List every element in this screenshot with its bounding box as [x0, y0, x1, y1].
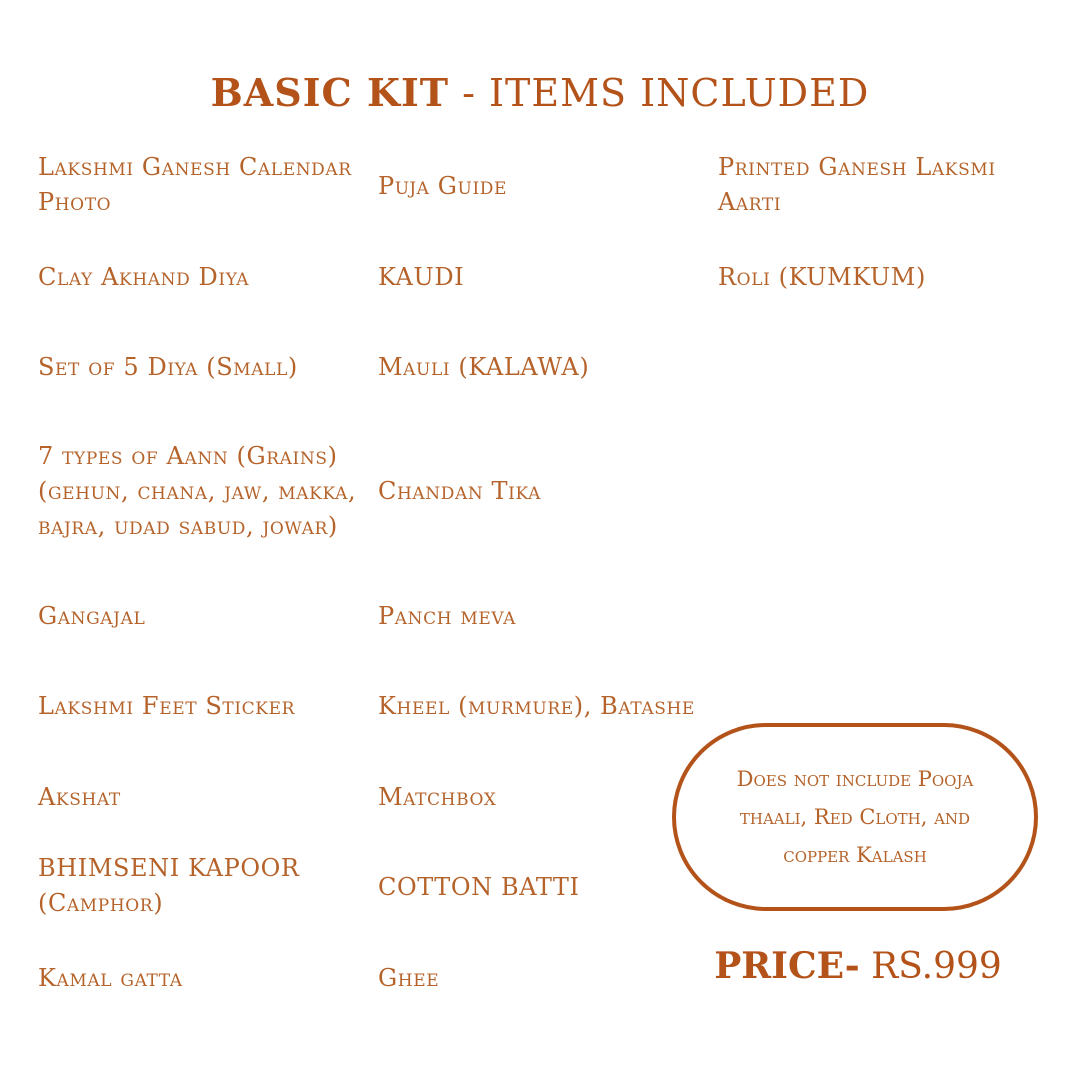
list-item: KAUDI: [378, 263, 465, 291]
price-prefix: PRICE-: [714, 945, 860, 987]
list-item: Matchbox: [378, 783, 497, 811]
price-value: RS.999: [859, 946, 1002, 987]
price-label: [700, 945, 1016, 987]
list-item: Puja Guide: [378, 172, 507, 200]
list-item: Panch meva: [378, 602, 516, 630]
title-rest: - ITEMS INCLUDED: [449, 71, 870, 115]
list-item: Ghee: [378, 964, 440, 992]
exclusion-note-badge: [672, 723, 1038, 911]
list-item: Clay Akhand Diya: [38, 263, 250, 291]
list-item: Set of 5 Diya (Small): [38, 353, 298, 381]
list-item: Akshat: [38, 783, 121, 811]
list-item: Roli (KUMKUM): [718, 263, 926, 291]
title-bold: BASIC KIT: [210, 70, 450, 115]
list-item: Gangajal: [38, 602, 146, 630]
page-title: [0, 70, 1080, 115]
list-item: COTTON BATTI: [378, 873, 580, 901]
exclusion-note-text: Does not include Pooja thaali, Red Cloth, and copper Kalash: [736, 767, 974, 867]
list-item: Mauli (KALAWA): [378, 353, 590, 381]
list-item: BHIMSENI KAPOOR (Camphor): [38, 854, 300, 917]
list-item: 7 types of Aann (Grains) (gehun, chana, jaw, makka, bajra, udad sabud, jowar): [38, 441, 357, 540]
list-item: Printed Ganesh Laksmi Aarti: [718, 153, 996, 216]
list-item: Chandan Tika: [378, 477, 541, 505]
list-item: Lakshmi Ganesh Calendar Photo: [38, 153, 352, 216]
list-item: Kheel (murmure), Batashe: [378, 691, 695, 720]
list-item: Lakshmi Feet Sticker: [38, 692, 295, 720]
list-item: Kamal gatta: [38, 964, 183, 992]
